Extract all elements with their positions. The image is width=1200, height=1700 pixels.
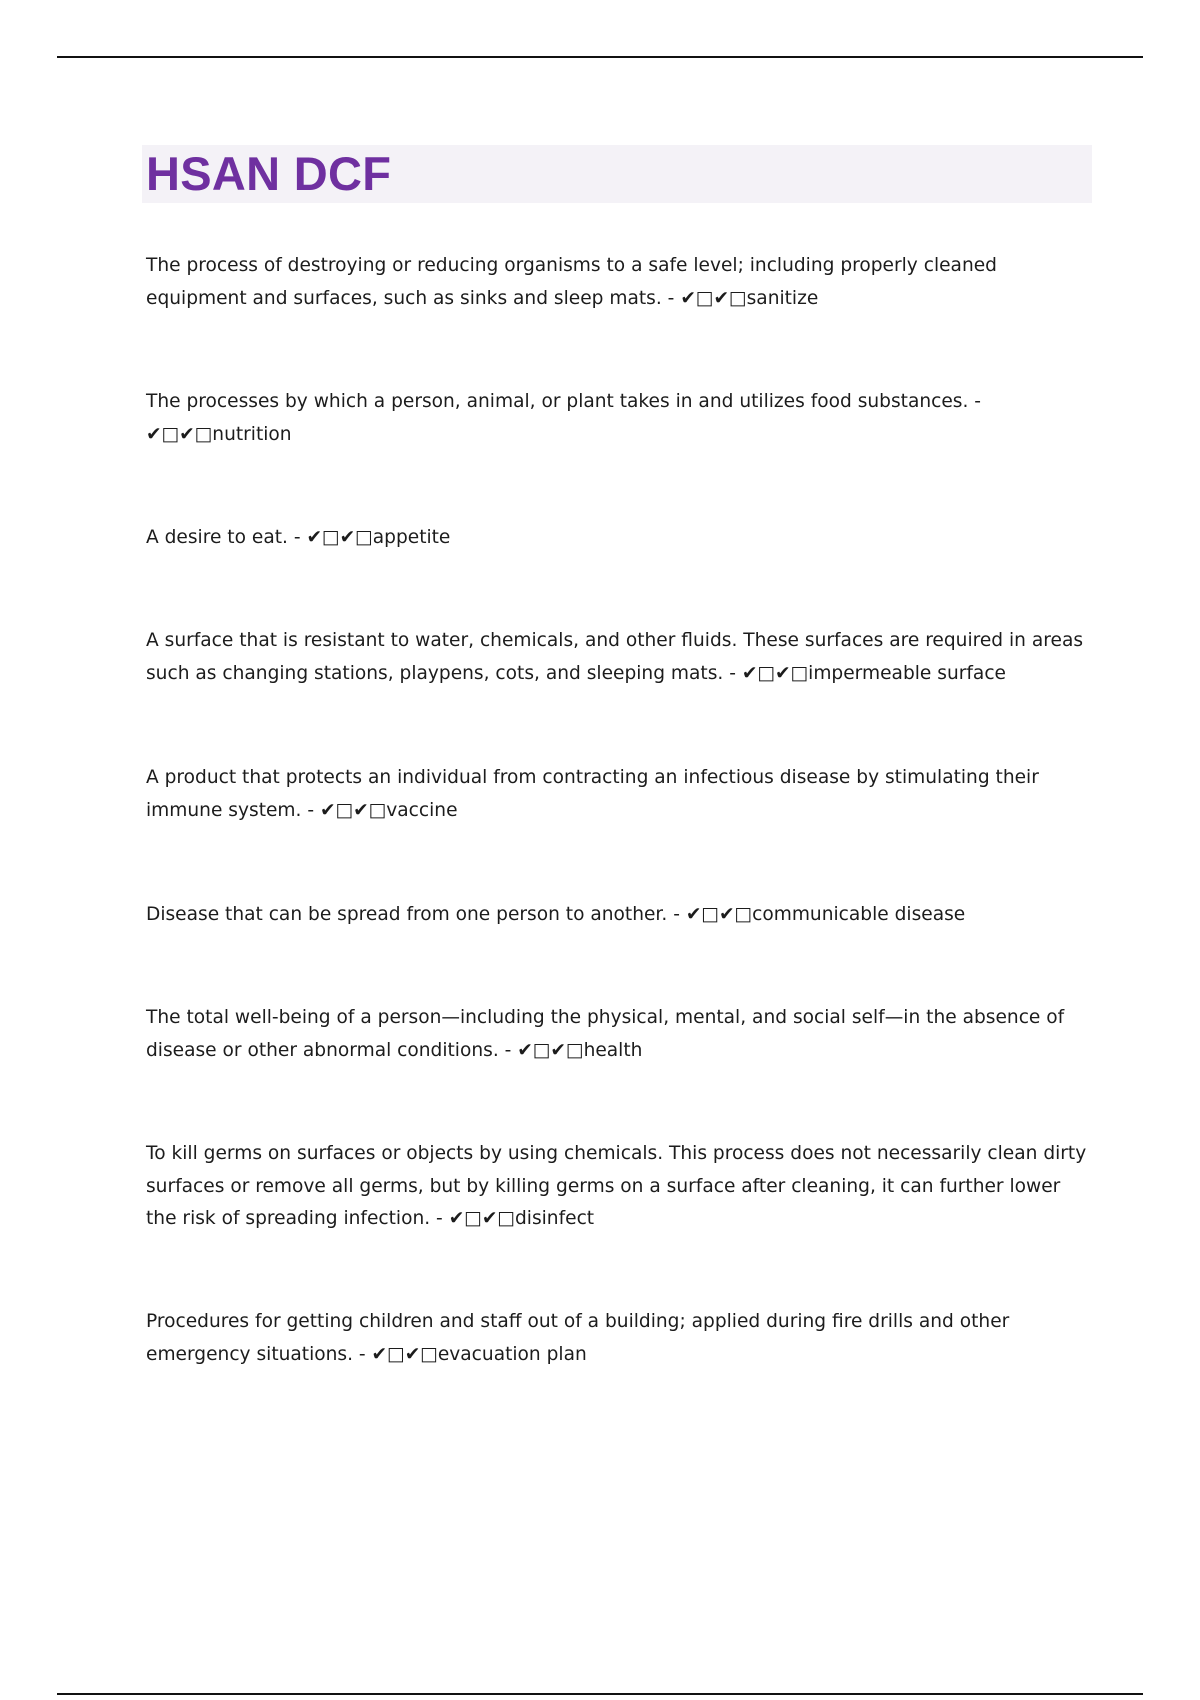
bottom-rule — [57, 1693, 1143, 1695]
entry-definition: Disease that can be spread from one person to another. - — [146, 904, 686, 925]
entry-definition: A product that protects an individual from contracting an infectious disease by stimulating their immune system. - — [146, 767, 1039, 821]
entry-term: impermeable surface — [808, 662, 1006, 684]
flashcard-entry — [146, 386, 1096, 451]
entry-definition: A desire to eat. - — [146, 527, 307, 548]
flashcard-entry — [146, 762, 1096, 827]
top-rule — [57, 56, 1143, 58]
entry-term: sanitize — [746, 287, 819, 309]
entry-term: nutrition — [212, 423, 292, 445]
entry-term: communicable disease — [752, 904, 966, 925]
flashcard-entry — [146, 250, 1096, 315]
entry-definition: The process of destroying or reducing organisms to a safe level; including properly cleaned equipment and surfaces, such as sinks and sleep mats. - — [146, 255, 997, 309]
flashcard-entry — [146, 625, 1096, 690]
flashcard-entry — [146, 522, 1096, 555]
entry-term: disinfect — [514, 1208, 595, 1229]
check-marks: ✔□✔□ — [685, 904, 753, 925]
entry-definition: A surface that is resistant to water, chemicals, and other fluids. These surfaces are required in areas such as changing stations, playpens, cots, and sleeping mats. - — [146, 630, 1084, 684]
check-marks: ✔□✔□ — [448, 1208, 515, 1229]
check-marks: ✔□✔□ — [680, 287, 747, 309]
flashcard-entry — [146, 899, 1096, 932]
check-marks: ✔□✔□ — [146, 423, 213, 445]
check-marks: ✔□✔□ — [319, 799, 387, 821]
check-marks: ✔□✔□ — [517, 1039, 584, 1061]
check-marks: ✔□✔□ — [371, 1343, 438, 1365]
entry-definition: To kill germs on surfaces or objects by using chemicals. This process does not necessarily clean dirty surfaces or remove all germs, but by killing germs on a surface after cleaning, it can further lower the risk of spreading infection. - — [146, 1143, 1087, 1229]
flashcard-entry — [146, 1002, 1096, 1067]
entry-definition: Procedures for getting children and staff out of a building; applied during fire drills and other emergency situations. - — [146, 1311, 1010, 1365]
entry-term: evacuation plan — [437, 1343, 587, 1365]
entry-term: health — [583, 1039, 643, 1061]
flashcard-entry — [146, 1138, 1096, 1236]
entry-definition: The processes by which a person, animal, or plant takes in and utilizes food substances. - — [146, 391, 982, 412]
flashcard-entry — [146, 1306, 1096, 1371]
document-title: HSAN DCF — [146, 147, 392, 200]
entry-definition: The total well-being of a person—including the physical, mental, and social self—in the absence of disease or other abnormal conditions. - — [146, 1007, 1065, 1061]
check-marks: ✔□✔□ — [306, 527, 373, 548]
check-marks: ✔□✔□ — [741, 662, 809, 684]
entry-term: vaccine — [386, 799, 458, 821]
entry-term: appetite — [372, 527, 451, 548]
